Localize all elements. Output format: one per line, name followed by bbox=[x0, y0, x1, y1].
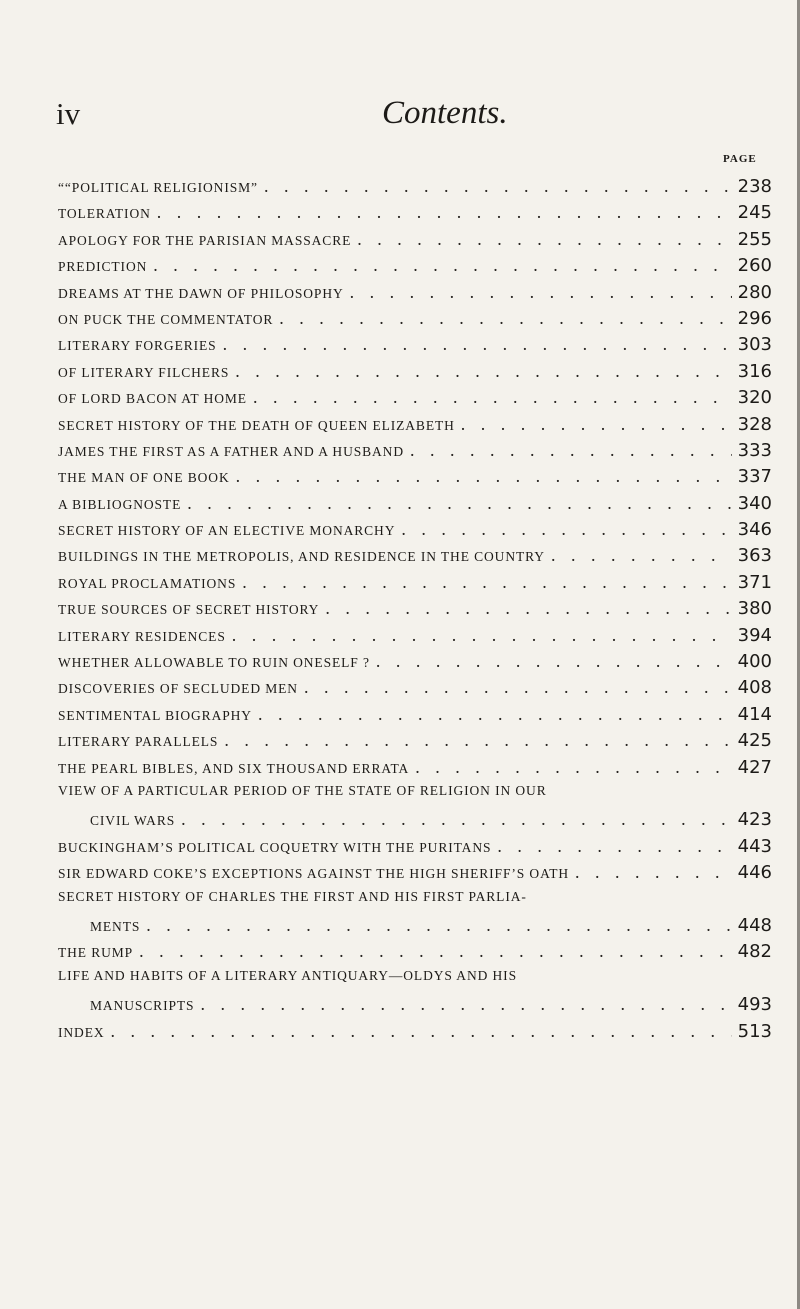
toc-entry bbox=[58, 757, 772, 783]
dot-leader bbox=[224, 730, 731, 751]
dot-leader bbox=[461, 414, 732, 435]
toc-entry bbox=[58, 572, 772, 598]
toc-entry-title: INDEX bbox=[58, 1024, 105, 1040]
toc-entry-title: LITERARY RESIDENCES bbox=[58, 628, 226, 644]
toc-entry bbox=[58, 994, 772, 1020]
toc-entry-title: BUCKINGHAM’S POLITICAL COQUETRY WITH THE PURITANS bbox=[58, 839, 492, 855]
toc-entry-page: 245 bbox=[737, 202, 772, 224]
toc-entry-page: 340 bbox=[737, 492, 772, 514]
dot-leader bbox=[111, 1021, 732, 1042]
toc-entry-page: 427 bbox=[737, 756, 772, 778]
table-of-contents bbox=[58, 176, 772, 1047]
toc-entry-page: 482 bbox=[737, 941, 772, 963]
dot-leader bbox=[357, 229, 731, 250]
toc-entry bbox=[58, 730, 772, 756]
toc-entry-title: SECRET HISTORY OF CHARLES THE FIRST AND HIS FIRST PARLIA- bbox=[58, 888, 527, 904]
toc-entry-title: SIR EDWARD COKE’S EXCEPTIONS AGAINST THE HIGH SHERIFF’S OATH bbox=[58, 866, 570, 882]
toc-entry-title: SENTIMENTAL BIOGRAPHY bbox=[58, 707, 252, 723]
dot-leader bbox=[258, 704, 732, 725]
toc-entry bbox=[58, 1021, 772, 1047]
dot-leader bbox=[139, 941, 732, 962]
toc-entry-page: 316 bbox=[737, 360, 772, 382]
toc-entry-title: THE MAN OF ONE BOOK bbox=[58, 470, 230, 486]
dot-leader bbox=[242, 572, 731, 593]
toc-entry-page: 328 bbox=[737, 413, 772, 435]
toc-entry-page: 333 bbox=[737, 439, 772, 461]
toc-entry bbox=[58, 387, 772, 413]
toc-entry-title: JAMES THE FIRST AS A FATHER AND A HUSBAND bbox=[58, 443, 404, 459]
toc-entry-title: APOLOGY FOR THE PARISIAN MASSACRE bbox=[58, 232, 352, 248]
toc-entry-page: 296 bbox=[737, 307, 772, 329]
toc-entry-page: 408 bbox=[737, 677, 772, 699]
toc-entry-title: TRUE SOURCES OF SECRET HISTORY bbox=[58, 602, 320, 618]
dot-leader bbox=[376, 651, 732, 672]
dot-leader bbox=[157, 202, 732, 223]
dot-leader bbox=[350, 282, 732, 303]
dot-leader bbox=[253, 387, 732, 408]
toc-entry-page: 446 bbox=[737, 862, 772, 884]
dot-leader bbox=[200, 994, 731, 1015]
toc-entry-page: 493 bbox=[737, 994, 772, 1016]
toc-entry-title: SECRET HISTORY OF THE DEATH OF QUEEN ELIZABETH bbox=[58, 417, 455, 433]
toc-entry-title: A BIBLIOGNOSTE bbox=[58, 496, 182, 512]
toc-entry-page: 260 bbox=[737, 255, 772, 277]
toc-entry-page: 371 bbox=[737, 571, 772, 593]
toc-entry-page: 363 bbox=[737, 545, 772, 567]
toc-entry-page: 425 bbox=[737, 730, 772, 752]
toc-entry-page: 400 bbox=[737, 651, 772, 673]
toc-entry-page: 320 bbox=[737, 387, 772, 409]
toc-entry-page: 303 bbox=[737, 334, 772, 356]
toc-entry-title: LITERARY FORGERIES bbox=[58, 338, 217, 354]
toc-entry-title: THE PEARL BIBLES, AND SIX THOUSAND ERRATA bbox=[58, 760, 410, 776]
toc-entry-title: LIFE AND HABITS OF A LITERARY ANTIQUARY—OLDYS AND HIS bbox=[58, 967, 517, 983]
dot-leader bbox=[187, 493, 731, 514]
toc-entry bbox=[58, 598, 772, 624]
toc-entry bbox=[58, 466, 772, 492]
toc-entry-title: TOLERATION bbox=[58, 206, 151, 222]
toc-entry bbox=[58, 889, 772, 915]
toc-entry bbox=[58, 361, 772, 387]
toc-entry-title: MENTS bbox=[90, 918, 141, 934]
toc-entry-title: ““POLITICAL RELIGIONISM” bbox=[58, 180, 258, 195]
dot-leader bbox=[146, 915, 731, 936]
toc-entry bbox=[58, 545, 772, 571]
dot-leader bbox=[325, 598, 731, 619]
dot-leader bbox=[181, 809, 732, 830]
toc-entry-title: WHETHER ALLOWABLE TO RUIN ONESELF ? bbox=[58, 655, 370, 671]
toc-entry-title: OF LORD BACON AT HOME bbox=[58, 391, 247, 407]
dot-leader bbox=[236, 466, 732, 487]
toc-entry-title: MANUSCRIPTS bbox=[90, 998, 195, 1014]
dot-leader bbox=[551, 545, 732, 566]
toc-entry-page: 443 bbox=[737, 835, 772, 857]
toc-entry bbox=[58, 625, 772, 651]
toc-entry bbox=[58, 493, 772, 519]
toc-entry bbox=[58, 651, 772, 677]
toc-entry bbox=[58, 334, 772, 360]
toc-entry-title: ROYAL PROCLAMATIONS bbox=[58, 575, 237, 591]
dot-leader bbox=[304, 677, 732, 698]
toc-entry-title: DREAMS AT THE DAWN OF PHILOSOPHY bbox=[58, 285, 344, 301]
toc-entry-title: THE RUMP bbox=[58, 945, 134, 961]
toc-entry-page: 423 bbox=[737, 809, 772, 831]
toc-entry bbox=[58, 915, 772, 941]
toc-entry bbox=[58, 941, 772, 967]
toc-entry-title: BUILDINGS IN THE METROPOLIS, AND RESIDENCE IN THE COUNTRY bbox=[58, 549, 545, 565]
toc-entry-page: 280 bbox=[737, 281, 772, 303]
dot-leader bbox=[232, 625, 732, 646]
toc-entry-page: 513 bbox=[737, 1020, 772, 1042]
toc-entry-title: CIVIL WARS bbox=[90, 813, 176, 829]
toc-entry bbox=[58, 783, 772, 809]
dot-leader bbox=[497, 836, 731, 857]
dot-leader bbox=[153, 255, 731, 276]
toc-entry-title: SECRET HISTORY OF AN ELECTIVE MONARCHY bbox=[58, 523, 396, 539]
toc-entry-page: 394 bbox=[737, 624, 772, 646]
toc-entry bbox=[58, 202, 772, 228]
toc-entry-page: 448 bbox=[737, 914, 772, 936]
toc-entry bbox=[58, 809, 772, 835]
toc-entry-page: 414 bbox=[737, 703, 772, 725]
toc-entry-page: 337 bbox=[737, 466, 772, 488]
toc-entry bbox=[58, 308, 772, 334]
toc-entry bbox=[58, 862, 772, 888]
toc-entry-page: 380 bbox=[737, 598, 772, 620]
toc-entry bbox=[58, 282, 772, 308]
toc-entry bbox=[58, 229, 772, 255]
toc-entry-title: PREDICTION bbox=[58, 259, 148, 275]
toc-entry-page: 238 bbox=[737, 176, 772, 197]
toc-entry-title: DISCOVERIES OF SECLUDED MEN bbox=[58, 681, 298, 697]
page-column-heading: PAGE bbox=[723, 153, 757, 165]
toc-entry-title: VIEW OF A PARTICULAR PERIOD OF THE STATE OF RELIGION IN OUR bbox=[58, 782, 547, 798]
dot-leader bbox=[279, 308, 731, 329]
toc-entry-title: LITERARY PARALLELS bbox=[58, 734, 219, 750]
dot-leader bbox=[575, 862, 732, 883]
toc-entry-page: 255 bbox=[737, 228, 772, 250]
dot-leader bbox=[235, 361, 731, 382]
dot-leader bbox=[264, 176, 732, 197]
toc-entry bbox=[58, 440, 772, 466]
toc-entry bbox=[58, 677, 772, 703]
dot-leader bbox=[401, 519, 731, 540]
dot-leader bbox=[415, 757, 731, 778]
page-title: Contents. bbox=[382, 95, 508, 131]
toc-entry-page: 346 bbox=[737, 519, 772, 541]
toc-entry-title: ON PUCK THE COMMENTATOR bbox=[58, 311, 274, 327]
toc-entry bbox=[58, 414, 772, 440]
toc-entry-title: OF LITERARY FILCHERS bbox=[58, 364, 230, 380]
toc-entry bbox=[58, 968, 772, 994]
toc-entry bbox=[58, 255, 772, 281]
toc-entry bbox=[58, 519, 772, 545]
toc-entry bbox=[58, 704, 772, 730]
toc-entry bbox=[58, 176, 772, 202]
toc-entry bbox=[58, 836, 772, 862]
dot-leader bbox=[223, 334, 732, 355]
dot-leader bbox=[410, 440, 732, 461]
page-number: iv bbox=[56, 96, 81, 131]
